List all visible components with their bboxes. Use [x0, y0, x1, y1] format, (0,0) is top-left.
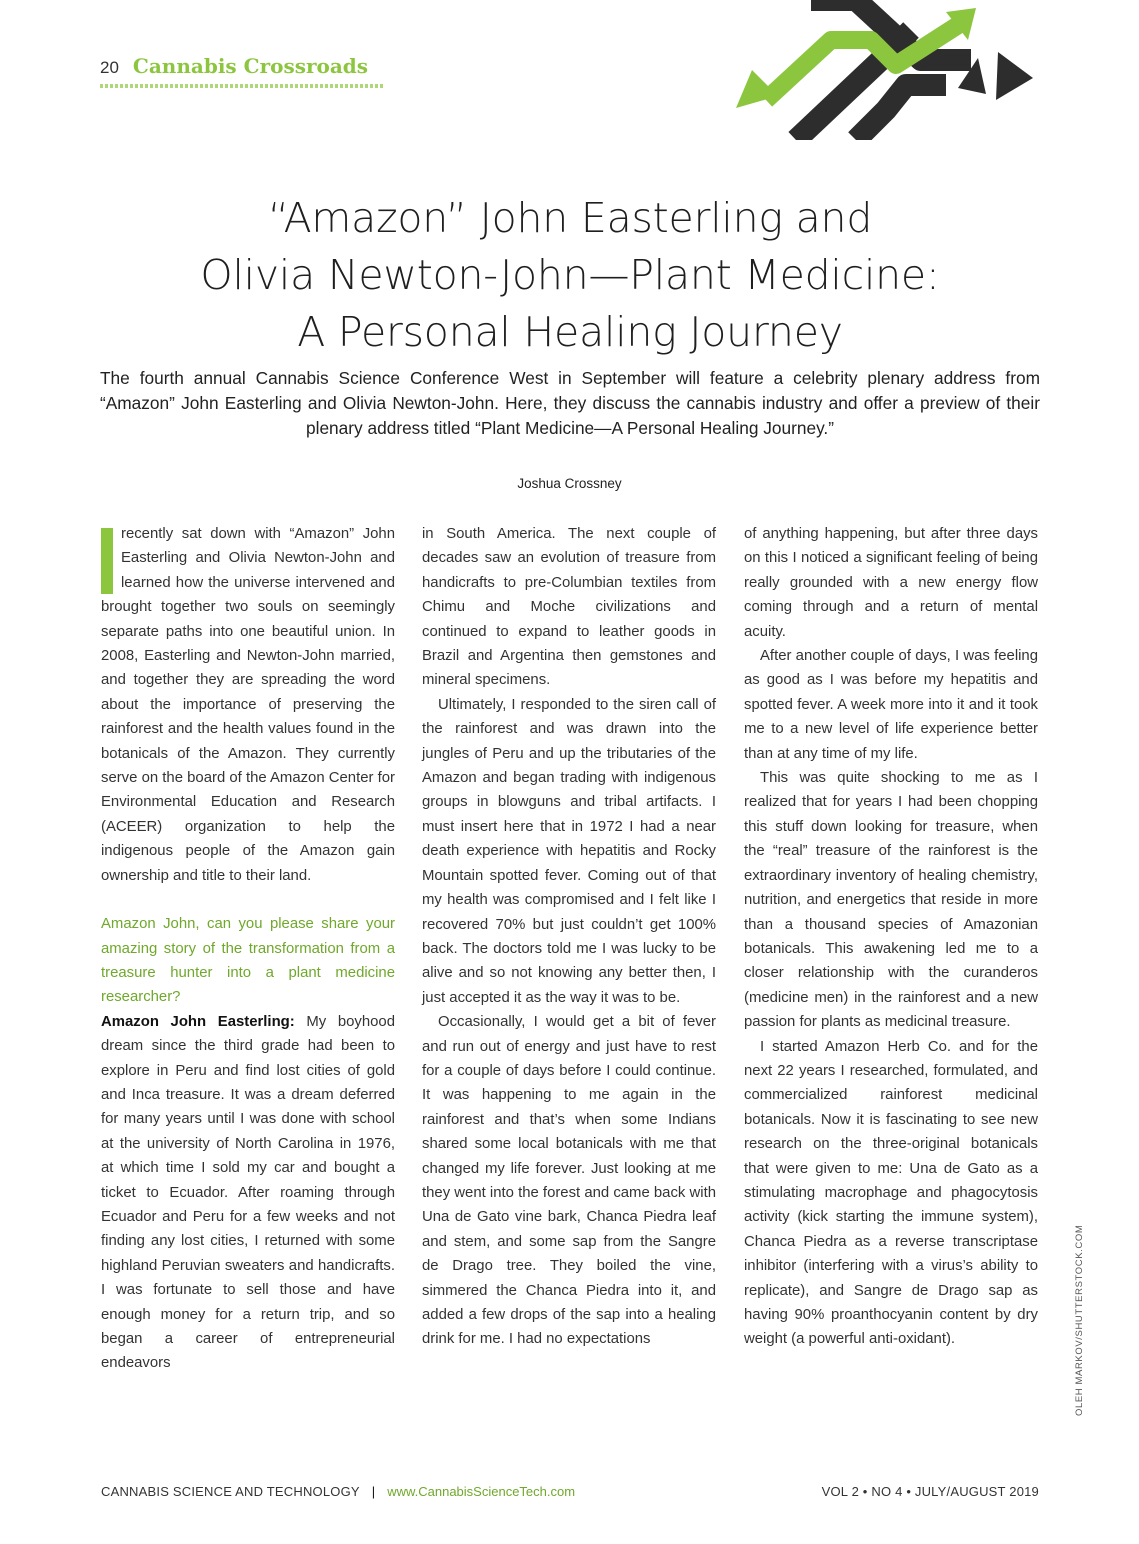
crossroads-arrows-icon [736, 0, 1036, 140]
section-title: Cannabis Crossroads [132, 54, 369, 78]
footer-separator: | [371, 1483, 376, 1499]
article-deck: The fourth annual Cannabis Science Conference West in September will feature a celebrity plenary address from “Amazon” John Easterling and Olivia Newton-John. Here, they discuss the cannabis industry and offer a preview of their plenary address titled “Plant Medicine—A Personal Healing Journey.” [100, 368, 1040, 438]
title-line: Olivia Newton-John—Plant Medicine: [200, 251, 940, 299]
interview-answer [101, 1010, 395, 1376]
paragraph: This was quite shocking to me as I realized that for years I had been chopping this stuff down looking for treasure, when the “real” treasure of the rainforest is the extraordinary inventory of healing chemistry, nutrition, and energetics that reside in more than a thousand species of Amazonian botanicals. This awakening led me to a closer relationship with the curanderos (medicine men) in the rainforest and a new passion for plants as medicinal treasure. [744, 770, 1038, 1031]
interview-question: Amazon John, can you please share your amazing story of the transformation from a treasure hunter into a plant medicine researcher? [101, 916, 395, 1006]
byline: Joshua Crossney [517, 476, 622, 491]
page-number: 20 [100, 58, 119, 77]
speaker-label: Amazon John Easterling: [101, 1013, 295, 1030]
paragraph: Occasionally, I would get a bit of fever and run out of energy and just have to rest for a couple of days before I could continue. It was happening to me again in the rainforest and that’s when some Indians shared some local botanicals with me that changed my life forever. Just looking at me they went into the forest and came back with Una de Gato vine bark, Chanca Piedra leaf and stem, and some sap from the Sangre de Drago tree. They boiled the vine, simmered the Chanca Piedra into it, and added a few drops of the sap into a healing drink for me. I had no expectations [422, 1014, 716, 1348]
photo-credit: OLEH MARKOV/SHUTTERSTOCK.COM [1074, 1224, 1085, 1416]
drop-cap [101, 528, 113, 594]
intro-text: recently sat down with “Amazon” John Easterling and Olivia Newton-John and learned how the universe intervened and brought together two souls on seemingly separate paths into one beautiful union. In 2008, Easterling and Newton-John married, and together they are spreading the word about the importance of preserving the rainforest and the health values found in the botanicals of the Amazon. They currently serve on the board of the Amazon Center for Environmental Education and Research (ACEER) organization to help the indigenous people of the Amazon gain ownership and title to their land. [101, 526, 395, 884]
paragraph: Ultimately, I responded to the siren call of the rainforest and was drawn into the jungles of Peru and up the tributaries of the Amazon and began trading with indigenous groups in blowguns and tribal artifacts. I must insert here that in 1972 I had a near death experience with hepatitis and Rocky Mountain spotted fever. Coming out of that my health was compromised and I felt like I recovered 70% but just couldn’t get 100% back. The doctors told me I was lucky to be alive and so not knowing any better then, I just accepted it as the way it was to be. [422, 696, 716, 1006]
publication-name: CANNABIS SCIENCE AND TECHNOLOGY [101, 1483, 360, 1499]
answer-text: My boyhood dream since the third grade had been to explore in Peru and find lost cities of gold and Inca treasure. It was a dream deferred for many years until I was done with school at the university of North Carolina in 1976, at which time I sold my car and bought a ticket to Ecuador. After roaming through Ecuador and Peru for a few weeks and not finding any lost cities, I returned with some highland Peruvian sweaters and handicrafts. I was fortunate to sell those and have enough money for a return trip, and so began a career of entrepreneurial endeavors [101, 1013, 395, 1372]
paragraph: in South America. The next couple of decades saw an evolution of treasure from handicrafts to pre-Columbian textiles from Chimu and Moche civilizations and continued to expand to leather goods in Brazil and Argentina then gemstones and mineral specimens. [422, 526, 716, 689]
section-rule [100, 84, 384, 88]
body-column-2 [422, 522, 716, 1352]
title-line: “Amazon” John Easterling and [267, 194, 873, 242]
body-column-1 [101, 522, 395, 1376]
intro-paragraph [101, 522, 395, 888]
title-line: A Personal Healing Journey [297, 308, 843, 356]
page-footer [101, 1481, 1039, 1501]
paragraph: of anything happening, but after three days on this I noticed a significant feeling of being really grounded with a new energy flow coming through and a return of mental acuity. [744, 526, 1038, 640]
running-header [100, 54, 368, 82]
website-link[interactable]: www.CannabisScienceTech.com [387, 1483, 576, 1499]
article-title [60, 190, 1080, 361]
issue-info: VOL 2 • NO 4 • JULY/AUGUST 2019 [821, 1483, 1039, 1499]
paragraph: I started Amazon Herb Co. and for the next 22 years I researched, formulated, and commercialized rainforest medicinal botanicals. Now it is fascinating to see new research on the three-original botanicals that were given to me: Una de Gato as a stimulating macrophage and phagocytosis activity (kick starting the immune system), Chanca Piedra as a reverse transcriptase inhibitor (interfering with a virus’s ability to replicate), and Sangre de Drago sap as having 90% proanthocyanin content by dry weight (a powerful anti-oxidant). [744, 1038, 1038, 1348]
paragraph: After another couple of days, I was feeling as good as I was before my hepatitis and spotted fever. A week more into it and it took me to a new level of life experience better than at any time of my life. [744, 648, 1038, 762]
body-column-3 [744, 522, 1038, 1352]
